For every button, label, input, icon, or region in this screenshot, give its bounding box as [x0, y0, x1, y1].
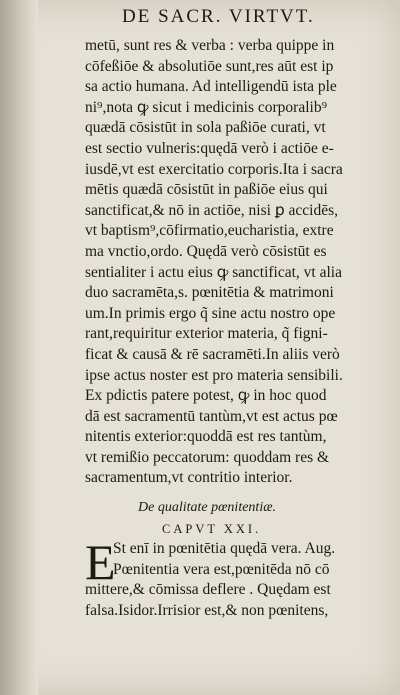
text-line: Pœnitentia vera est,pœnitēda nō cō — [113, 560, 330, 578]
text-line: vt remißio peccatorum: quoddam res & — [85, 448, 330, 466]
body-text — [85, 36, 390, 489]
text-line: sa actio humana. Ad intelligendū ista ple — [85, 78, 337, 96]
text-line: ficat & causā & rē sacramēti.In aliis verò — [85, 345, 340, 363]
text-line: um.In primis ergo q̃ sine actu nostro ope — [85, 304, 336, 322]
text-line: quædā cōsistūt in sola paßiōe curati, vt — [85, 119, 326, 137]
text-line: ni⁹,nota ꝙ sicut i medicinis corporalib⁹ — [85, 98, 327, 116]
text-line: duo sacramēta,s. pœnitētia & matrimoni — [85, 284, 334, 302]
text-line: mētis quædā cōsistūt in paßiōe eius qui — [85, 181, 328, 199]
text-line: vt baptism⁹,cōfirmatio,eucharistia, extre — [85, 222, 334, 240]
section-subtitle: De qualitate pœnitentiæ. — [138, 500, 277, 515]
text-line: Ex pdictis patere potest, ꝙ in hoc quod — [85, 387, 327, 405]
chapter-heading: CAPVT XXI. — [162, 522, 262, 536]
text-line: rant,requiritur exterior materia, q̃ figni- — [85, 325, 328, 343]
text-line: est sectio vulneris:quędā verò i actiōe e- — [85, 139, 334, 157]
text-line: ma vnctio,ordo. Quędā verò cōsistūt es — [85, 242, 327, 260]
text-line: sentialiter i actu eius ꝙ sanctificat, vt alia — [85, 263, 342, 281]
drop-cap: E — [85, 534, 116, 590]
text-line: St enī in pœnitētia quędā vera. Aug. — [113, 540, 336, 557]
text-line: metū, sunt res & verba : verba quippe in — [85, 37, 335, 54]
chapter-text — [85, 534, 390, 621]
text-line: nitentis exterior:quoddā est res tantùm, — [85, 428, 327, 446]
running-header: DE SACR. VIRTVT. — [122, 6, 315, 27]
text-line: mittere,& cōmissa deflere . Quędam est — [85, 581, 331, 599]
text-line: falsa.Isidor.Irrisior est,& non pœnitens, — [85, 601, 329, 619]
text-line: sanctificat,& nō in actiōe, nisi ꝑ accidēs, — [85, 201, 339, 219]
text-line: ipse actus noster est pro materia sensibili. — [85, 366, 343, 384]
text-line: cōfeßiōe & absolutiōe sunt,res aūt est ip — [85, 57, 334, 75]
page-gutter — [0, 0, 38, 695]
text-line: iusdē,vt est exercitatio corporis.Ita i sacra — [85, 160, 343, 178]
text-line: dā est sacramentū tantùm,vt est actus pœ — [85, 407, 338, 425]
text-line: sacramentum,vt contritio interior. — [85, 469, 293, 487]
